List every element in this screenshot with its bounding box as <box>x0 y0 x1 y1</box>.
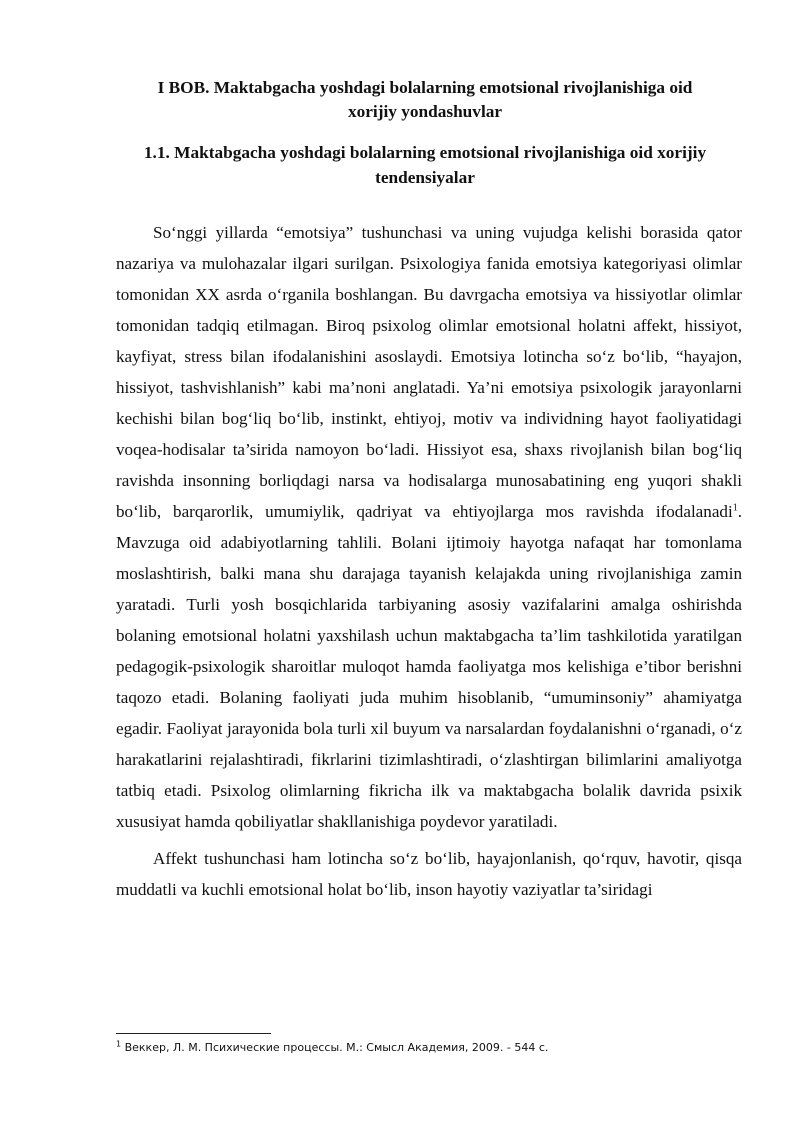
section-title-line-1: 1.1. Maktabgacha yoshdagi bolalarning emotsional rivojlanishiga oid xorijiy <box>143 143 707 162</box>
chapter-title <box>110 76 740 124</box>
section-title <box>110 140 740 190</box>
footnote-reference: 1 <box>732 502 738 514</box>
paragraph-2: Affekt tushunchasi ham lotincha so‘z bo‘lib, hayajonlanish, qo‘rquv, havotir, qisqa muddatli va kuchli emotsional holat bo‘lib, inson hayotiy vaziyatlar ta’siridagi <box>116 849 742 899</box>
footnote-divider <box>116 1033 271 1034</box>
footnote-text: Веккер, Л. М. Психические процессы. М.: Смысл Академия, 2009. - 544 с. <box>121 1041 549 1054</box>
paragraph-1-text-a: So‘nggi yillarda “emotsiya” tushunchasi va uning vujudga kelishi borasida qator nazariya va mulohazalar ilgari surilgan. Psixologiya fanida emotsiya kategoriyasi olimlar tomonidan XX asrda o‘rganila boshlangan. Bu davrgacha emotsiya va hissiyotlar olimlar tomonidan tadqiq etilmagan. Biroq psixolog olimlar emotsional holatni affekt, hissiyot, kayfiyat, stress bilan ifodalanishini asoslaydi. Emotsiya lotincha so‘z bo‘lib, “hayajon, hissiyot, tashvishlanish” kabi ma’noni anglatadi. Ya’ni emotsiya psixologik jarayonlarni kechishi bilan bog‘liq bo‘lib, instinkt, ehtiyoj, motiv va individning hayot faoliyatidagi voqea-hodisalar ta’sirida namoyon bo‘ladi. Hissiyot esa, shaxs rivojlanish bilan bog‘liq ravishda insonning borliqdagi narsa va hodisalarga munosabatining eng yuqori shakli bo‘lib, barqarorlik, umumiylik, qadriyat va ehtiyojlarga mos ravishda ifodalanadi <box>116 223 742 521</box>
paragraph-1-text-b: . Mavzuga oid adabiyotlarning tahlili. Bolani ijtimoiy hayotga nafaqat har tomonlama moslashtirish, balki mana shu darajaga tayanish kelajakda uning rivojlanishiga zamin yaratadi. Turli yosh bosqichlarida tarbiyaning asosiy vazifalarini amalga oshirishda bolaning emotsional holatni yaxshilash uchun maktabgacha ta’lim tashkilotida yaratilgan pedagogik-psixologik sharoitlar muloqot hamda faoliyatga mos kelishiga e’tibor berishni taqozo etadi. Bolaning faoliyati juda muhim hisoblanib, “umuminsoniy” ahamiyatga egadir. Faoliyat jarayonida bola turli xil buyum va narsalardan foydalanishni o‘rganadi, o‘z harakatlarini rejalashtiradi, fikrlarini tizimlashtiradi, o‘zlashtirgan bilimlarini amaliyotga tatbiq etadi. Psixolog olimlarning fikricha ilk va maktabgacha bolalik davrida psixik xususiyat hamda qobiliyatlar shakllanishiga poydevor yaratiladi. <box>116 502 742 831</box>
paragraph-1 <box>116 217 742 837</box>
chapter-title-line-2: xorijiy yondashuvlar <box>347 102 503 121</box>
body-text <box>116 217 742 905</box>
footnote-number: 1 <box>116 1039 122 1049</box>
section-title-line-2: tendensiyalar <box>375 168 475 187</box>
footnote <box>116 1041 746 1055</box>
chapter-title-line-1: I BOB. Maktabgacha yoshdagi bolalarning emotsional rivojlanishiga oid <box>157 78 693 97</box>
